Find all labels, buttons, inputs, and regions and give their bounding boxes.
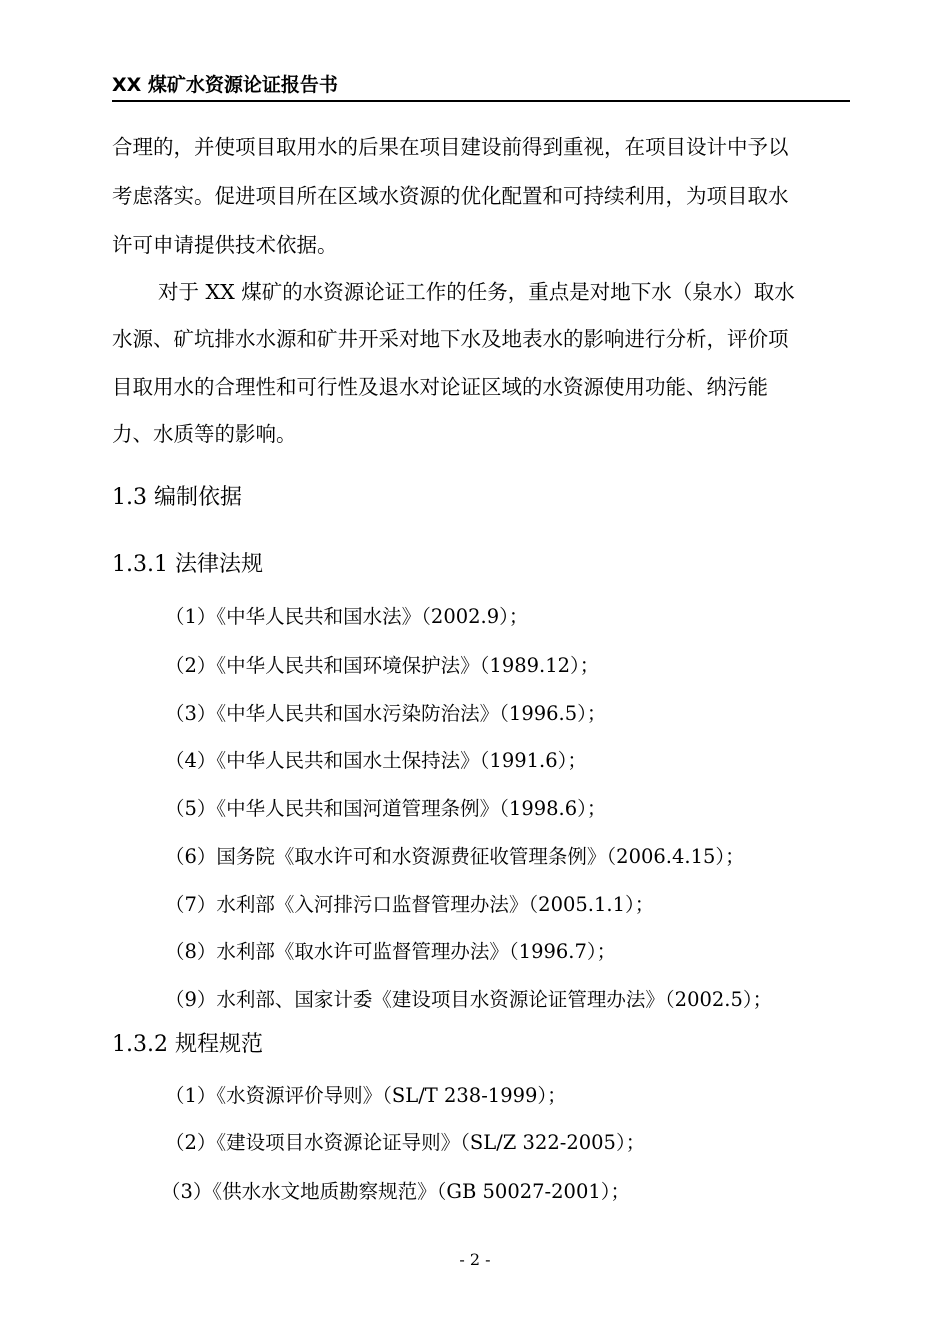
list-item: （1）《中华人民共和国水法》（2002.9）； xyxy=(165,605,529,628)
paragraph-line: 考虑落实。促进项目所在区域水资源的优化配置和可持续利用，为项目取水 xyxy=(112,184,789,208)
list-item: （2）《中华人民共和国环境保护法》（1989.12）； xyxy=(165,654,600,677)
paragraph-line: 力、水质等的影响。 xyxy=(112,422,297,446)
paragraph-line: 目取用水的合理性和可行性及退水对论证区域的水资源使用功能、纳污能 xyxy=(112,375,768,399)
list-item: （3）《中华人民共和国水污染防治法》（1996.5）； xyxy=(165,702,607,725)
paragraph-line: 许可申请提供技术依据。 xyxy=(112,233,338,257)
list-item: （8）水利部《取水许可监督管理办法》（1996.7）； xyxy=(165,940,617,963)
list-item: （9）水利部、国家计委《建设项目水资源论证管理办法》（2002.5）； xyxy=(165,988,773,1011)
list-item: （2）《建设项目水资源论证导则》（SL/Z 322-2005）； xyxy=(165,1131,646,1154)
subsection-heading: 1.3.1 法律法规 xyxy=(112,552,263,577)
list-item: （1）《水资源评价导则》（SL/T 238-1999）； xyxy=(165,1084,567,1107)
list-item: （3）《供水水文地质勘察规范》（GB 50027-2001）； xyxy=(161,1180,631,1203)
list-item: （5）《中华人民共和国河道管理条例》（1998.6）； xyxy=(165,797,607,820)
section-heading: 1.3 编制依据 xyxy=(112,485,242,510)
list-item: （6）国务院《取水许可和水资源费征收管理条例》（2006.4.15）； xyxy=(165,845,745,868)
header-divider xyxy=(112,100,850,102)
paragraph-line: 对于 XX 煤矿的水资源论证工作的任务，重点是对地下水（泉水）取水 xyxy=(158,280,795,304)
subsection-heading: 1.3.2 规程规范 xyxy=(112,1032,263,1057)
page-number: - 2 - xyxy=(459,1250,491,1269)
paragraph-line: 水源、矿坑排水水源和矿井开采对地下水及地表水的影响进行分析，评价项 xyxy=(112,327,789,351)
list-item: （4）《中华人民共和国水土保持法》（1991.6）； xyxy=(165,749,587,772)
paragraph-line: 合理的，并使项目取用水的后果在项目建设前得到重视，在项目设计中予以 xyxy=(112,135,789,159)
list-item: （7）水利部《入河排污口监督管理办法》（2005.1.1）； xyxy=(165,893,655,916)
document-header-title: XX 煤矿水资源论证报告书 xyxy=(112,74,338,96)
